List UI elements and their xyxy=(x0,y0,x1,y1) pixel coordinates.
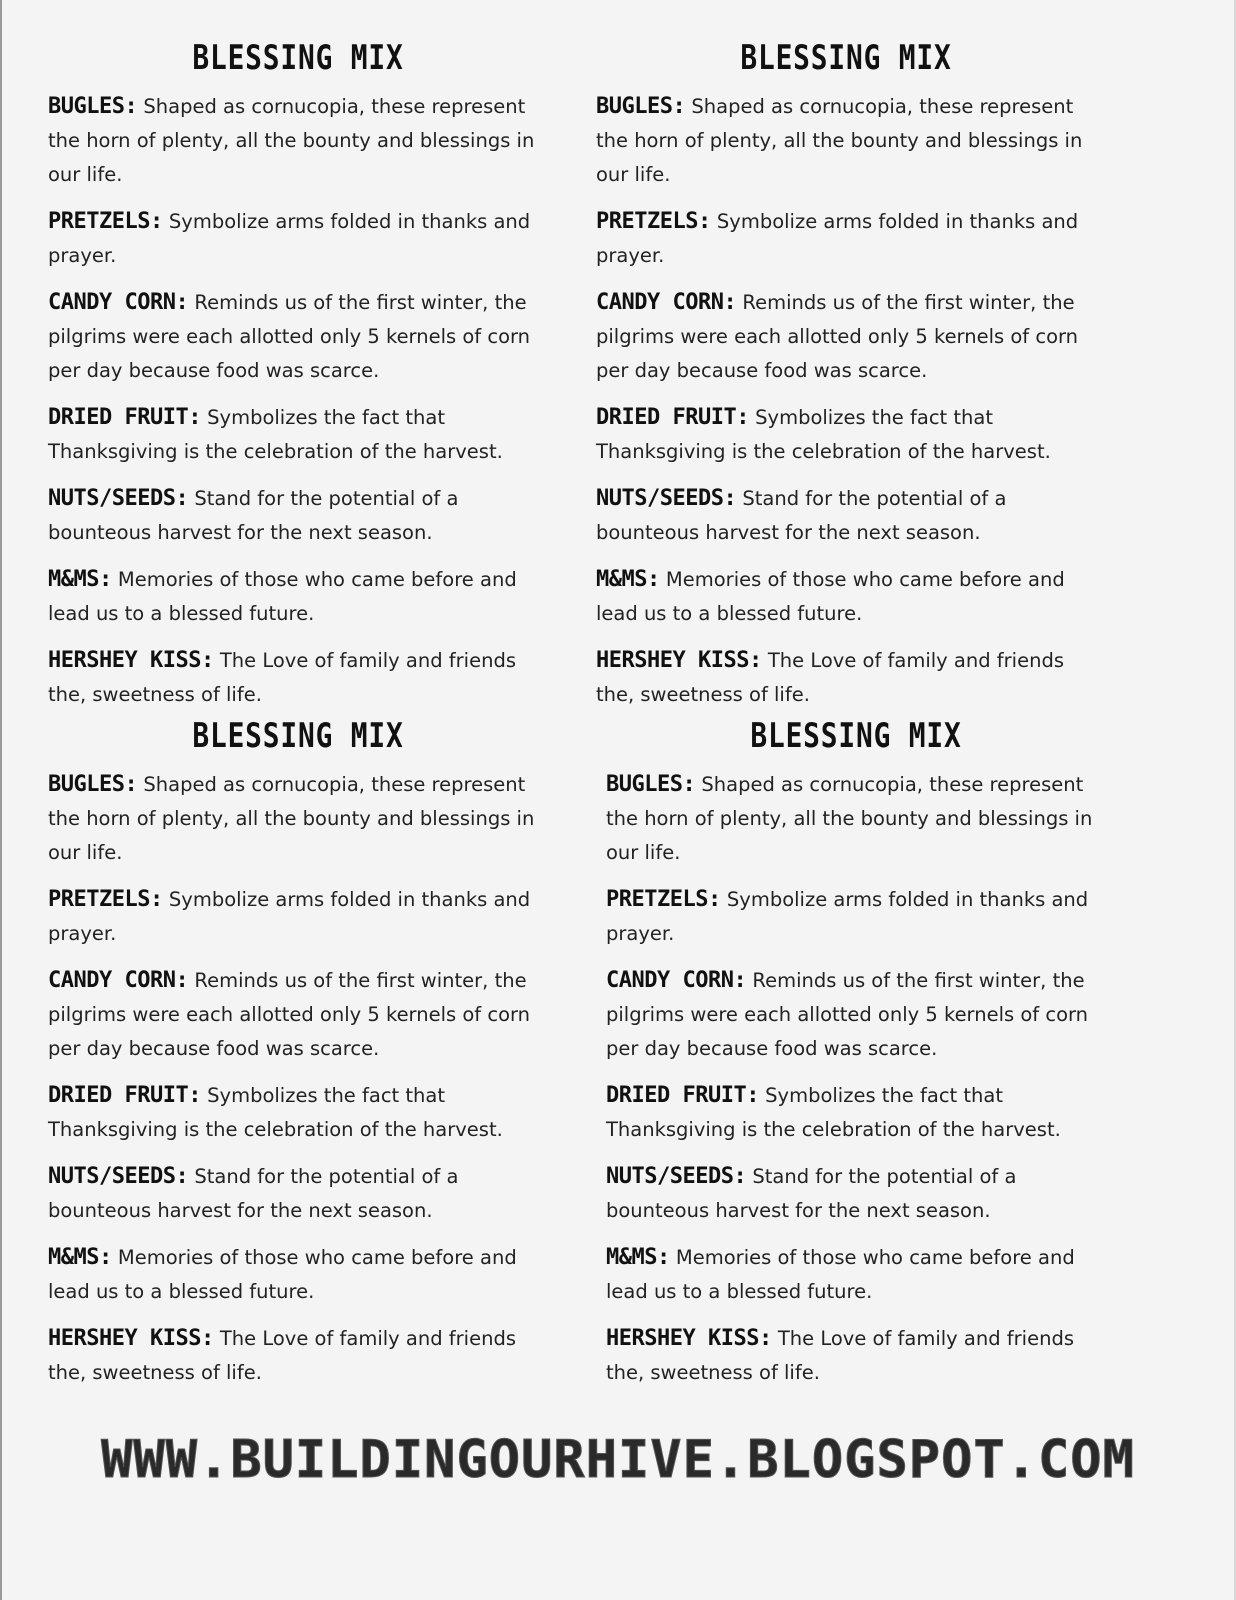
entry-description: Stand for the potential of a bounteous harvest for the next season. xyxy=(606,1165,1017,1222)
entry-term: NUTS/SEEDS: xyxy=(48,1164,189,1189)
entry-nuts-seeds xyxy=(48,482,548,550)
entry-description: Reminds us of the first winter, the pilgrims were each allotted only 5 kernels of corn per day because food was scarce. xyxy=(48,969,531,1060)
entry-pretzels xyxy=(596,205,1096,273)
entry-pretzels xyxy=(606,883,1106,951)
entry-description: Memories of those who came before and lead us to a blessed future. xyxy=(606,1246,1075,1303)
entry-pretzels xyxy=(48,883,548,951)
entry-term: BUGLES: xyxy=(48,94,138,119)
entry-description: Symbolizes the fact that Thanksgiving is the celebration of the harvest. xyxy=(48,406,503,463)
entry-description: The Love of family and friends the, sweetness of life. xyxy=(48,1327,516,1384)
entry-term: PRETZELS: xyxy=(48,887,163,912)
entry-pretzels xyxy=(48,205,548,273)
entry-term: PRETZELS: xyxy=(596,209,711,234)
entry-term: DRIED FRUIT: xyxy=(48,1083,201,1108)
entry-term: M&MS: xyxy=(596,567,660,592)
entry-bugles xyxy=(606,768,1106,870)
entry-description: Shaped as cornucopia, these represent the horn of plenty, all the bounty and blessings in our life. xyxy=(48,773,535,864)
entry-description: Symbolizes the fact that Thanksgiving is the celebration of the harvest. xyxy=(48,1084,503,1141)
entry-term: DRIED FRUIT: xyxy=(596,405,749,430)
entry-term: HERSHEY KISS: xyxy=(48,648,214,673)
entry-description: Symbolize arms folded in thanks and prayer. xyxy=(48,888,531,945)
page-border-left xyxy=(0,0,2,1600)
entry-hershey-kiss xyxy=(606,1322,1106,1390)
entry-description: Reminds us of the first winter, the pilgrims were each allotted only 5 kernels of corn per day because food was scarce. xyxy=(606,969,1089,1060)
entry-term: BUGLES: xyxy=(596,94,686,119)
entry-term: HERSHEY KISS: xyxy=(606,1326,772,1351)
entry-term: PRETZELS: xyxy=(606,887,721,912)
entry-description: Memories of those who came before and lead us to a blessed future. xyxy=(48,568,517,625)
footer-url: WWW.BUILDINGOURHIVE.BLOGSPOT.COM xyxy=(101,1430,1135,1490)
entry-description: Stand for the potential of a bounteous harvest for the next season. xyxy=(596,487,1007,544)
entry-description: The Love of family and friends the, sweetness of life. xyxy=(596,649,1064,706)
entry-candy-corn xyxy=(48,286,548,388)
entry-term: BUGLES: xyxy=(48,772,138,797)
entry-m-and-ms xyxy=(606,1241,1106,1309)
entry-term: PRETZELS: xyxy=(48,209,163,234)
entry-description: Stand for the potential of a bounteous harvest for the next season. xyxy=(48,487,459,544)
entry-term: NUTS/SEEDS: xyxy=(48,486,189,511)
entry-description: Memories of those who came before and lead us to a blessed future. xyxy=(48,1246,517,1303)
entry-m-and-ms xyxy=(48,1241,548,1309)
entry-candy-corn xyxy=(596,286,1096,388)
entry-bugles xyxy=(48,90,548,192)
entry-bugles xyxy=(48,768,548,870)
entry-dried-fruit xyxy=(48,1079,548,1147)
entry-description: Symbolizes the fact that Thanksgiving is the celebration of the harvest. xyxy=(606,1084,1061,1141)
entry-candy-corn xyxy=(48,964,548,1066)
entry-term: CANDY CORN: xyxy=(596,290,737,315)
entry-term: NUTS/SEEDS: xyxy=(596,486,737,511)
card-title: BLESSING MIX xyxy=(192,716,404,756)
entry-dried-fruit xyxy=(596,401,1096,469)
blessing-card-top-right xyxy=(596,38,1116,725)
blessing-card-bottom-right xyxy=(606,716,1126,1403)
entry-term: BUGLES: xyxy=(606,772,696,797)
entry-description: Shaped as cornucopia, these represent the horn of plenty, all the bounty and blessings in our life. xyxy=(606,773,1093,864)
entry-term: NUTS/SEEDS: xyxy=(606,1164,747,1189)
entry-term: M&MS: xyxy=(48,567,112,592)
entry-term: M&MS: xyxy=(48,1245,112,1270)
blessing-card-top-left xyxy=(48,38,568,725)
entry-dried-fruit xyxy=(606,1079,1106,1147)
entry-description: Shaped as cornucopia, these represent the horn of plenty, all the bounty and blessings in our life. xyxy=(48,95,535,186)
entry-description: The Love of family and friends the, sweetness of life. xyxy=(606,1327,1074,1384)
card-title: BLESSING MIX xyxy=(750,716,962,756)
blessing-card-bottom-left xyxy=(48,716,568,1403)
card-title: BLESSING MIX xyxy=(740,38,952,78)
entry-term: HERSHEY KISS: xyxy=(596,648,762,673)
entry-description: Symbolize arms folded in thanks and prayer. xyxy=(596,210,1079,267)
entry-description: Symbolize arms folded in thanks and prayer. xyxy=(606,888,1089,945)
entry-nuts-seeds xyxy=(48,1160,548,1228)
entry-term: CANDY CORN: xyxy=(48,968,189,993)
entry-bugles xyxy=(596,90,1096,192)
entry-description: Shaped as cornucopia, these represent the horn of plenty, all the bounty and blessings in our life. xyxy=(596,95,1083,186)
entry-term: CANDY CORN: xyxy=(606,968,747,993)
entry-term: CANDY CORN: xyxy=(48,290,189,315)
entry-m-and-ms xyxy=(48,563,548,631)
entry-description: Reminds us of the first winter, the pilgrims were each allotted only 5 kernels of corn per day because food was scarce. xyxy=(596,291,1079,382)
entry-term: DRIED FRUIT: xyxy=(48,405,201,430)
entry-term: DRIED FRUIT: xyxy=(606,1083,759,1108)
entry-dried-fruit xyxy=(48,401,548,469)
card-title: BLESSING MIX xyxy=(192,38,404,78)
entry-description: Stand for the potential of a bounteous harvest for the next season. xyxy=(48,1165,459,1222)
entry-term: M&MS: xyxy=(606,1245,670,1270)
entry-nuts-seeds xyxy=(606,1160,1106,1228)
entry-nuts-seeds xyxy=(596,482,1096,550)
entry-m-and-ms xyxy=(596,563,1096,631)
entry-description: Symbolize arms folded in thanks and prayer. xyxy=(48,210,531,267)
entry-hershey-kiss xyxy=(48,1322,548,1390)
entry-candy-corn xyxy=(606,964,1106,1066)
entry-description: The Love of family and friends the, sweetness of life. xyxy=(48,649,516,706)
entry-description: Reminds us of the first winter, the pilgrims were each allotted only 5 kernels of corn per day because food was scarce. xyxy=(48,291,531,382)
entry-description: Memories of those who came before and lead us to a blessed future. xyxy=(596,568,1065,625)
entry-hershey-kiss xyxy=(48,644,548,712)
entry-hershey-kiss xyxy=(596,644,1096,712)
entry-description: Symbolizes the fact that Thanksgiving is the celebration of the harvest. xyxy=(596,406,1051,463)
entry-term: HERSHEY KISS: xyxy=(48,1326,214,1351)
